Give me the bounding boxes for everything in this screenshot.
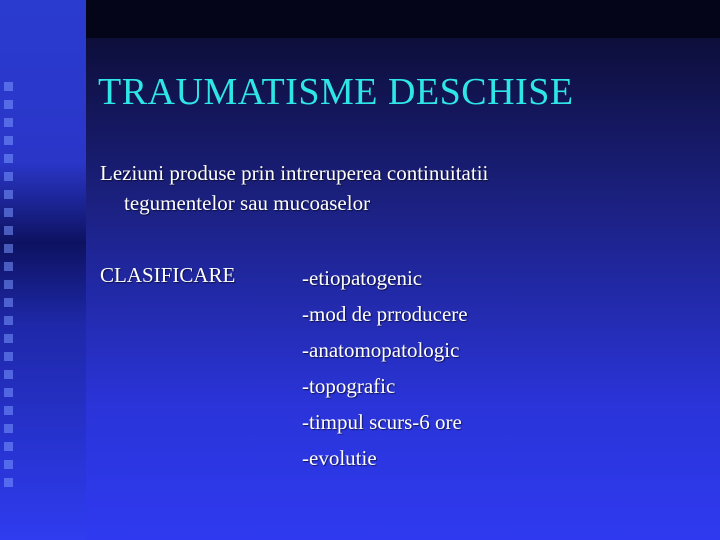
slide-title: TRAUMATISME DESCHISE (98, 71, 574, 113)
classification-label: CLASIFICARE (100, 263, 236, 287)
classification-item: -mod de prroducere (302, 302, 468, 326)
classification-item: -evolutie (302, 446, 377, 470)
classification-item: -topografic (302, 374, 396, 398)
decorative-squares (4, 82, 20, 496)
classification-item: -etiopatogenic (302, 266, 423, 290)
paragraph-line-1: Leziuni produse prin intreruperea continuitatii (100, 161, 489, 185)
paragraph-line-2: tegumentelor sau mucoaselor (124, 191, 371, 215)
classification-item: -anatomopatologic (302, 338, 460, 362)
left-decorative-strip (0, 0, 86, 540)
classification-item: -timpul scurs-6 ore (302, 410, 462, 434)
top-dark-band (86, 0, 720, 38)
classification-list (302, 260, 468, 476)
